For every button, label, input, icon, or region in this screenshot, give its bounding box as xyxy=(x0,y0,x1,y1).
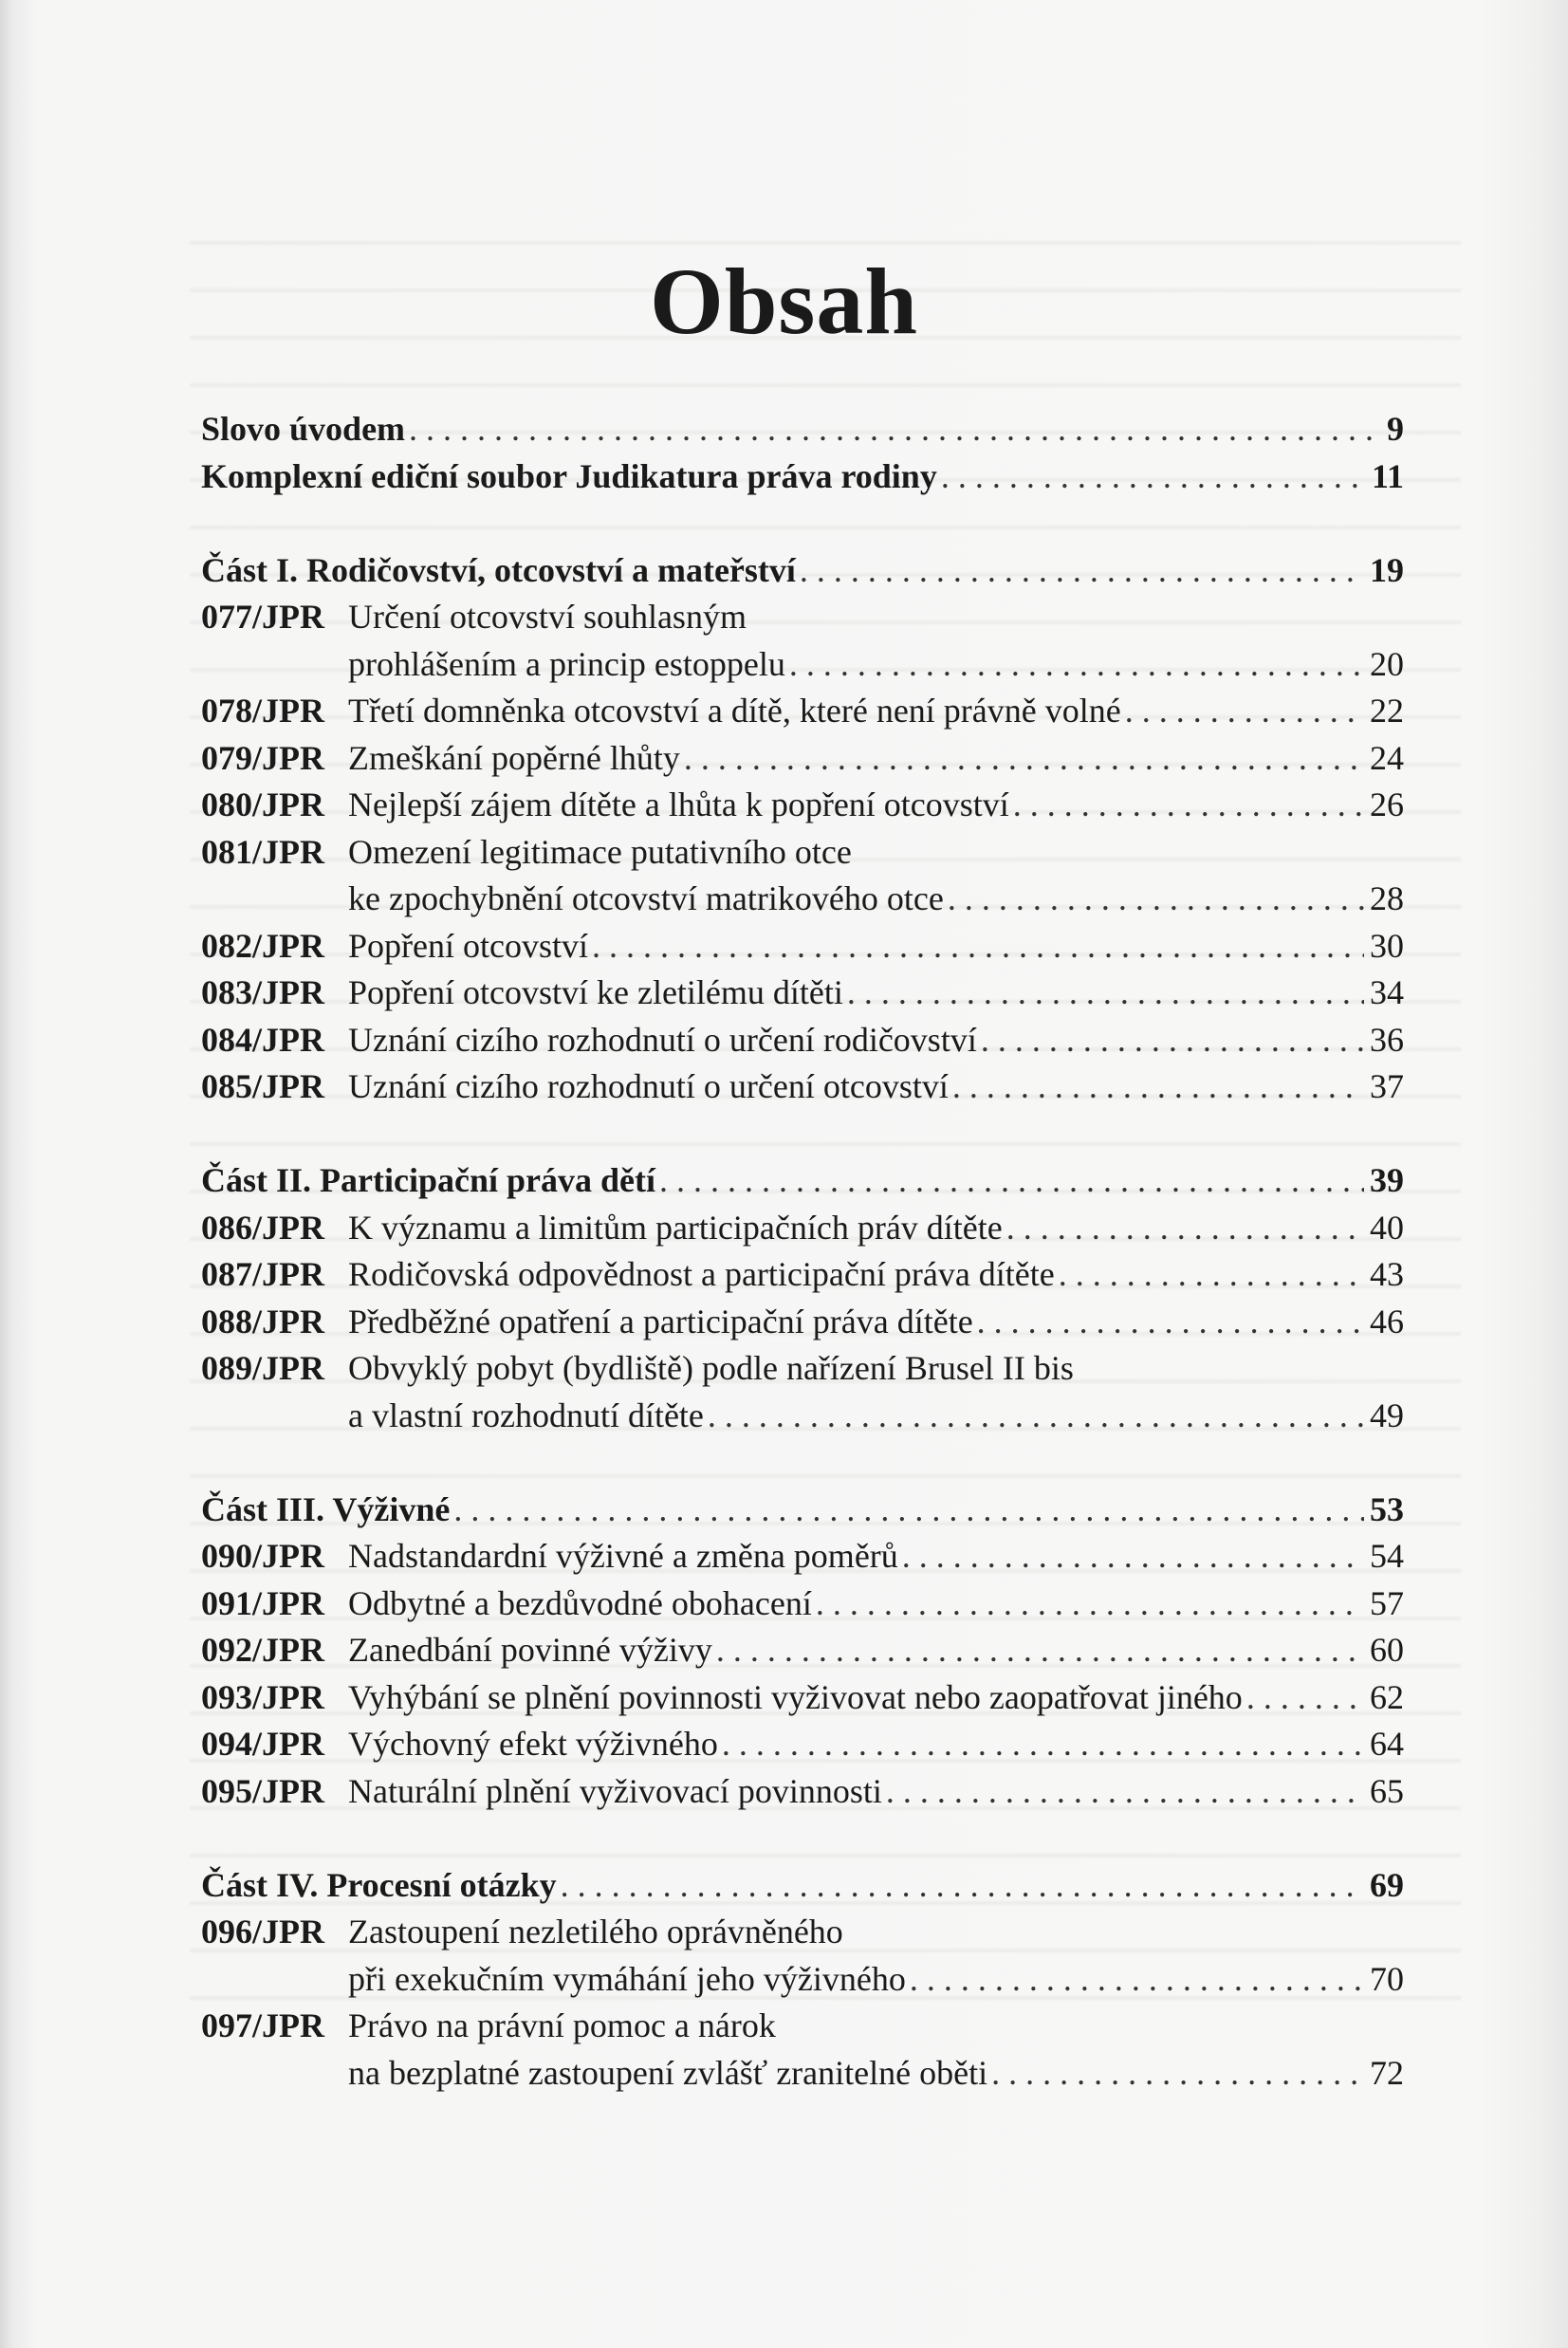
toc-page-number: 72 xyxy=(1370,2053,1404,2092)
toc-page-number: 19 xyxy=(1370,550,1404,589)
entry-code: 082/JPR xyxy=(201,926,324,965)
section-title: Část IV. Procesní otázky xyxy=(201,1865,557,1904)
entry-title-continued: ke zpochybnění otcovství matrikového otce xyxy=(348,879,944,917)
leader-dots xyxy=(789,641,1364,689)
entry-code: 092/JPR xyxy=(201,1631,324,1669)
entry-title: Uznání cizího rozhodnutí o určení rodičovství xyxy=(348,1020,977,1059)
leader-dots xyxy=(948,876,1364,923)
entry-title-continued: na bezplatné zastoupení zvlášť zranitelné oběti xyxy=(348,2053,988,2092)
toc-page-number: 24 xyxy=(1370,738,1404,777)
entry-title: Odbytné a bezdůvodné obohacení xyxy=(348,1583,812,1622)
toc-entry[interactable] xyxy=(201,594,1404,641)
leader-dots xyxy=(1059,1251,1364,1299)
leader-dots xyxy=(952,1063,1364,1111)
leader-dots xyxy=(977,1299,1364,1346)
toc-entry[interactable] xyxy=(201,735,1404,783)
entry-code: 077/JPR xyxy=(201,598,324,636)
entry-title: Výchovný efekt výživného xyxy=(348,1725,718,1763)
toc-page-number: 54 xyxy=(1370,1537,1404,1575)
leader-dots xyxy=(716,1627,1364,1674)
entry-code: 081/JPR xyxy=(201,832,324,871)
leader-dots xyxy=(409,406,1381,453)
entry-title: Omezení legitimace putativního otce xyxy=(348,832,852,871)
entry-title-continued: prohlášením a princip estoppelu xyxy=(348,644,785,683)
entry-title-continued: při exekučním vymáhání jeho výživného xyxy=(348,1959,906,1998)
entry-code: 089/JPR xyxy=(201,1349,324,1387)
entry-code: 087/JPR xyxy=(201,1255,324,1293)
toc-page-number: 30 xyxy=(1370,926,1404,965)
toc-page-number: 26 xyxy=(1370,786,1404,823)
toc-entry[interactable] xyxy=(201,1627,1404,1674)
toc-section-heading[interactable] xyxy=(201,1862,1404,1910)
entry-code: 078/JPR xyxy=(201,692,324,730)
entry-title: Rodičovská odpovědnost a participační práva dítěte xyxy=(348,1255,1055,1293)
entry-title: Zanedbání povinné výživy xyxy=(348,1631,712,1669)
toc-entry-continuation[interactable] xyxy=(201,641,1404,689)
leader-dots xyxy=(1125,688,1364,735)
toc-entry[interactable] xyxy=(201,970,1404,1017)
toc-entry-continuation[interactable] xyxy=(201,876,1404,923)
toc-entry[interactable] xyxy=(201,782,1404,829)
entry-code: 086/JPR xyxy=(201,1208,324,1247)
leader-dots xyxy=(684,735,1364,783)
leader-dots xyxy=(847,970,1364,1017)
table-of-contents xyxy=(201,406,1404,2097)
toc-page-number: 39 xyxy=(1370,1161,1404,1199)
entry-title: Zmeškání popěrné lhůty xyxy=(348,738,680,777)
toc-entry[interactable] xyxy=(201,2003,1404,2050)
leader-dots xyxy=(1006,1205,1364,1252)
toc-entry[interactable] xyxy=(201,1063,1404,1111)
entry-title: Zastoupení nezletilého oprávněného xyxy=(348,1913,843,1951)
entry-title: Právo na právní pomoc a nárok xyxy=(348,2006,776,2044)
toc-page-number: 37 xyxy=(1370,1067,1404,1105)
leader-dots xyxy=(902,1533,1364,1581)
entry-code: 088/JPR xyxy=(201,1302,324,1340)
toc-entry[interactable] xyxy=(201,1768,1404,1816)
toc-entry[interactable] xyxy=(201,1581,1404,1628)
leader-dots xyxy=(453,1487,1364,1534)
toc-page-number: 64 xyxy=(1370,1725,1404,1763)
entry-code: 085/JPR xyxy=(201,1067,324,1105)
leader-dots xyxy=(1013,782,1364,829)
leader-dots xyxy=(886,1768,1364,1816)
page-title: Obsah xyxy=(650,249,918,354)
entry-title: Předběžné opatření a participační práva dítěte xyxy=(348,1302,973,1340)
toc-page-number: 11 xyxy=(1371,456,1404,495)
leader-dots xyxy=(941,453,1366,501)
toc-page-number: 43 xyxy=(1370,1255,1404,1293)
toc-entry-intro[interactable] xyxy=(201,453,1404,501)
toc-entry[interactable] xyxy=(201,1345,1404,1393)
leader-dots xyxy=(1246,1674,1364,1722)
toc-entry[interactable] xyxy=(201,829,1404,877)
toc-page-number: 65 xyxy=(1370,1771,1404,1810)
toc-entry[interactable] xyxy=(201,923,1404,971)
leader-dots xyxy=(722,1721,1364,1768)
section-title: Část I. Rodičovství, otcovství a mateřství xyxy=(201,550,796,589)
entry-title: Třetí domněnka otcovství a dítě, které není právně volné xyxy=(348,692,1121,730)
entry-code: 093/JPR xyxy=(201,1677,324,1716)
entry-title: Uznání cizího rozhodnutí o určení otcovství xyxy=(348,1067,949,1105)
entry-title: Popření otcovství xyxy=(348,926,588,965)
toc-page-number: 57 xyxy=(1370,1583,1404,1622)
toc-entry-continuation[interactable] xyxy=(201,2050,1404,2098)
toc-entry[interactable] xyxy=(201,688,1404,735)
toc-page-number: 53 xyxy=(1370,1489,1404,1528)
toc-page-number: 60 xyxy=(1370,1631,1404,1669)
entry-code: 096/JPR xyxy=(201,1913,324,1951)
toc-page-number: 49 xyxy=(1370,1396,1404,1434)
entry-code: 090/JPR xyxy=(201,1537,324,1575)
toc-page-number: 69 xyxy=(1370,1865,1404,1904)
toc-entry[interactable] xyxy=(201,1251,1404,1299)
entry-code: 095/JPR xyxy=(201,1771,324,1810)
toc-entry-title: Komplexní ediční soubor Judikatura práva rodiny xyxy=(201,456,937,495)
leader-dots xyxy=(561,1862,1364,1910)
toc-section-heading[interactable] xyxy=(201,1157,1404,1205)
toc-page-number: 40 xyxy=(1370,1208,1404,1247)
entry-code: 083/JPR xyxy=(201,973,324,1011)
toc-page-number: 22 xyxy=(1370,692,1404,730)
entry-code: 084/JPR xyxy=(201,1020,324,1059)
section-title: Část III. Výživné xyxy=(201,1489,451,1528)
entry-title: Popření otcovství ke zletilému dítěti xyxy=(348,973,843,1011)
entry-title: Vyhýbání se plnění povinnosti vyživovat nebo zaopatřovat jiného xyxy=(348,1677,1243,1716)
entry-code: 079/JPR xyxy=(201,738,324,777)
leader-dots xyxy=(659,1157,1364,1205)
toc-entry[interactable] xyxy=(201,1721,1404,1768)
section-title: Část II. Participační práva dětí xyxy=(201,1161,655,1199)
entry-title: Určení otcovství souhlasným xyxy=(348,598,747,636)
entry-title: Nejlepší zájem dítěte a lhůta k popření otcovství xyxy=(348,786,1009,823)
toc-entry[interactable] xyxy=(201,1017,1404,1064)
entry-title-continued: a vlastní rozhodnutí dítěte xyxy=(348,1396,704,1434)
leader-dots xyxy=(708,1393,1364,1440)
toc-section-heading[interactable] xyxy=(201,1487,1404,1534)
toc-entry-continuation[interactable] xyxy=(201,1393,1404,1440)
leader-dots xyxy=(910,1956,1364,2004)
toc-entry-title: Slovo úvodem xyxy=(201,410,406,448)
toc-page-number: 36 xyxy=(1370,1020,1404,1059)
toc-entry[interactable] xyxy=(201,1674,1404,1722)
leader-dots xyxy=(800,547,1364,595)
toc-page-number: 62 xyxy=(1370,1677,1404,1716)
toc-page-number: 20 xyxy=(1370,644,1404,683)
leader-dots xyxy=(816,1581,1364,1628)
toc-section-heading[interactable] xyxy=(201,547,1404,595)
leader-dots xyxy=(981,1017,1364,1064)
toc-page-number: 70 xyxy=(1370,1959,1404,1998)
toc-entry-intro[interactable] xyxy=(201,406,1404,453)
entry-title: Naturální plnění vyživovací povinnosti xyxy=(348,1771,882,1810)
toc-entry[interactable] xyxy=(201,1299,1404,1346)
entry-code: 094/JPR xyxy=(201,1725,324,1763)
entry-code: 080/JPR xyxy=(201,786,324,823)
entry-title: Obvyklý pobyt (bydliště) podle nařízení Brusel II bis xyxy=(348,1349,1074,1387)
entry-code: 091/JPR xyxy=(201,1583,324,1622)
leader-dots xyxy=(991,2050,1364,2098)
entry-title: K významu a limitům participačních práv dítěte xyxy=(348,1208,1003,1247)
entry-code: 097/JPR xyxy=(201,2006,324,2044)
toc-entry[interactable] xyxy=(201,1533,1404,1581)
toc-entry[interactable] xyxy=(201,1909,1404,1956)
toc-entry[interactable] xyxy=(201,1205,1404,1252)
leader-dots xyxy=(592,923,1364,971)
toc-page-number: 28 xyxy=(1370,879,1404,917)
toc-page-number: 46 xyxy=(1370,1302,1404,1340)
toc-entry-continuation[interactable] xyxy=(201,1956,1404,2004)
entry-title: Nadstandardní výživné a změna poměrů xyxy=(348,1537,898,1575)
toc-page-number: 34 xyxy=(1370,973,1404,1011)
toc-page-number: 9 xyxy=(1387,410,1404,448)
